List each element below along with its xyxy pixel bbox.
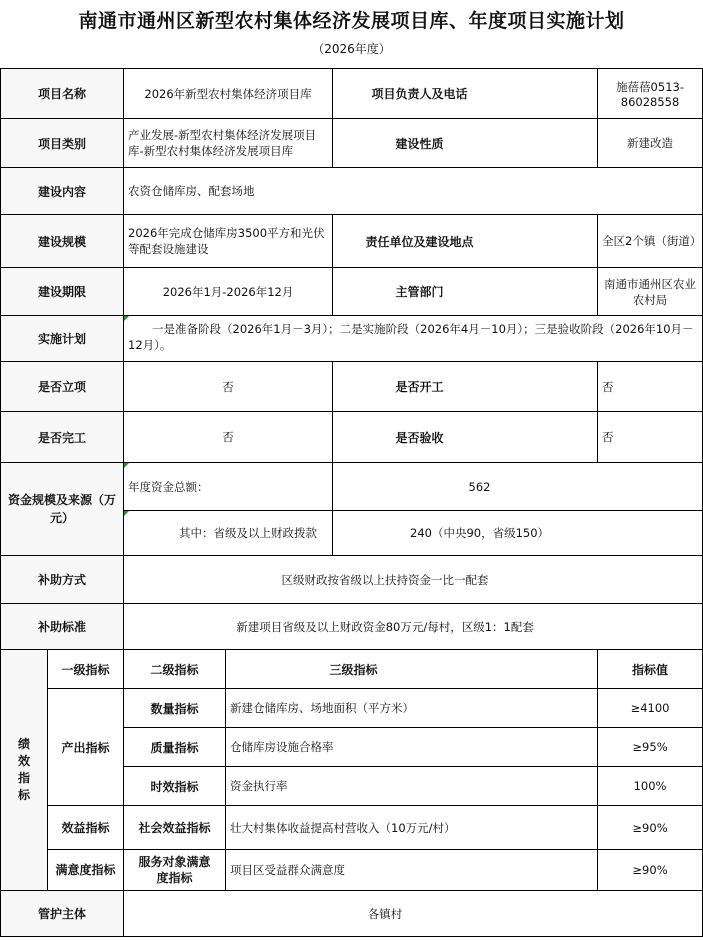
timeliness-detail: 资金执行率: [226, 767, 598, 806]
fund-total-value: 562: [333, 463, 703, 511]
social-benefit-detail: 壮大村集体收益提高村营收入（10万元/村）: [226, 806, 598, 850]
subsidy-method-label: 补助方式: [1, 556, 124, 604]
project-name-value: 2026年新型农村集体经济项目库: [124, 69, 333, 119]
category-value: 产业发展-新型农村集体经济发展项目库-新型农村集体经济发展项目库: [124, 119, 333, 168]
performance-label: 绩效指标: [1, 650, 48, 891]
approved-value: 否: [124, 362, 333, 412]
nature-label: 建设性质: [333, 119, 598, 168]
completed-label: 是否完工: [1, 412, 124, 463]
fund-provincial-label: 其中：省级及以上财政拨款: [124, 511, 333, 556]
dept-value: 南通市通州区农业农村局: [598, 268, 703, 316]
nature-value: 新建改造: [598, 119, 703, 168]
quantity-detail: 新建仓储库房、场地面积（平方米）: [226, 689, 598, 728]
completed-value: 否: [124, 412, 333, 463]
header-value: 指标值: [598, 650, 703, 689]
project-plan-table: [0, 68, 703, 937]
quality-value: ≥95%: [598, 728, 703, 767]
category-label: 项目类别: [1, 119, 124, 168]
content-value: 农资仓储库房、配套场地: [124, 168, 703, 215]
contact-label: 项目负责人及电话: [333, 69, 598, 119]
social-benefit-value: ≥90%: [598, 806, 703, 850]
social-benefit-indicator: 社会效益指标: [124, 806, 226, 850]
scale-value: 2026年完成仓储库房3500平方和光伏等配套设施建设: [124, 215, 333, 268]
manager-value: 各镇村: [124, 891, 703, 937]
benefit-indicator: 效益指标: [48, 806, 124, 850]
content-label: 建设内容: [1, 168, 124, 215]
manager-label: 管护主体: [1, 891, 124, 937]
quantity-indicator: 数量指标: [124, 689, 226, 728]
accepted-value: 否: [598, 412, 703, 463]
subsidy-method-value: 区级财政按省级以上扶持资金一比一配套: [124, 556, 703, 604]
started-label: 是否开工: [333, 362, 598, 412]
plan-value: 一是准备阶段（2026年1月－3月）；二是实施阶段（2026年4月－10月）；三是验收阶段（2026年10月－12月）。: [124, 316, 703, 362]
quality-detail: 仓储库房设施合格率: [226, 728, 598, 767]
document-year: （2026年度）: [312, 42, 391, 56]
quality-indicator: 质量指标: [124, 728, 226, 767]
quantity-value: ≥4100: [598, 689, 703, 728]
plan-label: 实施计划: [1, 316, 124, 362]
timeliness-value: 100%: [598, 767, 703, 806]
service-satisfaction-detail: 项目区受益群众满意度: [226, 850, 598, 891]
header-level2: 二级指标: [124, 650, 226, 689]
unit-location-label: 责任单位及建设地点: [333, 215, 598, 268]
contact-value: 施蓓蓓0513-86028558: [598, 69, 703, 119]
scale-label: 建设规模: [1, 215, 124, 268]
subsidy-standard-value: 新建项目省级及以上财政资金80万元/每村，区级1：1配套: [124, 604, 703, 650]
service-satisfaction-value: ≥90%: [598, 850, 703, 891]
document-title: 南通市通州区新型农村集体经济发展项目库、年度项目实施计划: [78, 10, 625, 32]
satisfaction-indicator: 满意度指标: [48, 850, 124, 891]
started-value: 否: [598, 362, 703, 412]
timeliness-indicator: 时效指标: [124, 767, 226, 806]
dept-label: 主管部门: [333, 268, 598, 316]
approved-label: 是否立项: [1, 362, 124, 412]
service-satisfaction-indicator: 服务对象满意度指标: [124, 850, 226, 891]
output-indicator: 产出指标: [48, 689, 124, 806]
period-value: 2026年1月-2026年12月: [124, 268, 333, 316]
header-level3: 三级指标: [226, 650, 598, 689]
period-label: 建设期限: [1, 268, 124, 316]
fund-provincial-value: 240（中央90，省级150）: [333, 511, 703, 556]
header-level1: 一级指标: [48, 650, 124, 689]
unit-location-value: 全区2个镇（街道）: [598, 215, 703, 268]
fund-total-label: 年度资金总额：: [124, 463, 333, 511]
fund-label: 资金规模及来源（万元）: [1, 463, 124, 556]
subsidy-standard-label: 补助标准: [1, 604, 124, 650]
project-name-label: 项目名称: [1, 69, 124, 119]
accepted-label: 是否验收: [333, 412, 598, 463]
